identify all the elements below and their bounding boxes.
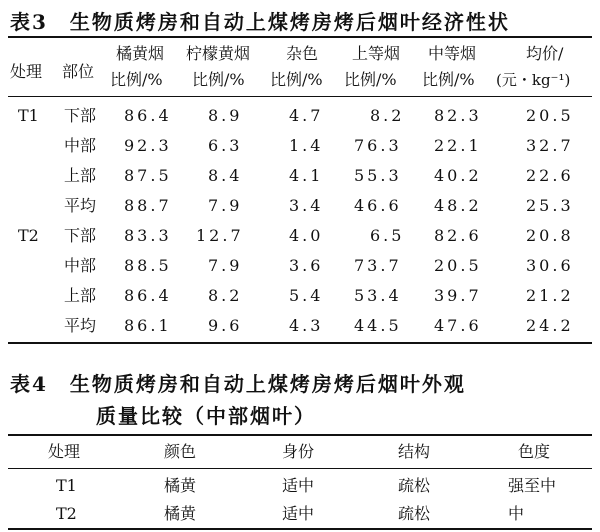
table3-cell-lemon: 12.7: [196, 226, 244, 245]
table3-cell-lemon: 9.6: [208, 316, 243, 335]
table4-bottom-rule: [8, 528, 592, 530]
table3-cell-orange: 87.5: [124, 166, 172, 185]
table3-cell-orange: 88.7: [124, 196, 172, 215]
table3-head-mixed-line2: 比例/%: [270, 70, 323, 89]
table3-head-lemon-line2: 比例/%: [192, 70, 245, 89]
table3-cell-orange: 92.3: [124, 136, 172, 155]
table3-cell-middle: 39.7: [434, 286, 482, 305]
table3-cell-part: 中部: [64, 136, 97, 155]
table3-cell-price: 22.6: [526, 166, 574, 185]
table4-cell-body: 适中: [282, 504, 315, 523]
table3-cell-orange: 83.3: [124, 226, 172, 245]
table3-top-rule: [8, 36, 592, 38]
table3-cell-upper: 46.6: [354, 196, 402, 215]
table3-cell-part: 平均: [64, 316, 97, 335]
table3-cell-mixed: 3.4: [289, 196, 324, 215]
table3-cell-lemon: 8.4: [208, 166, 243, 185]
table4-cell-depth: 强至中: [508, 476, 557, 495]
table3-cell-middle: 22.1: [434, 136, 482, 155]
table3-cell-upper: 44.5: [354, 316, 402, 335]
table3-cell-lemon: 8.2: [208, 286, 243, 305]
table3-cell-mixed: 4.0: [289, 226, 324, 245]
table3-head-price-line1: 均价/: [526, 44, 564, 63]
table3-cell-part: 下部: [64, 226, 97, 245]
table3-cell-part: 中部: [64, 256, 97, 275]
table3-head-upper-line2: 比例/%: [344, 70, 397, 89]
table3-cell-lemon: 6.3: [208, 136, 243, 155]
table3-cell-part: 上部: [64, 166, 97, 185]
table3-head-orange-line1: 橘黄烟: [116, 44, 165, 63]
table3-cell-middle: 82.3: [434, 106, 482, 125]
table3-cell-mixed: 5.4: [289, 286, 324, 305]
table3-cell-mixed: 1.4: [289, 136, 324, 155]
table3-head-lemon-line1: 柠檬黄烟: [186, 44, 251, 63]
table4-cell-treatment: T2: [56, 504, 77, 523]
table4-cell-depth: 中: [508, 504, 525, 523]
table3-cell-lemon: 8.9: [208, 106, 243, 125]
table3-cell-upper: 73.7: [354, 256, 402, 275]
table3-cell-price: 20.5: [526, 106, 574, 125]
table4-head-depth: 色度: [518, 442, 551, 461]
table3-cell-middle: 40.2: [434, 166, 482, 185]
table3-cell-part: 平均: [64, 196, 97, 215]
table3-cell-upper: 6.5: [370, 226, 405, 245]
table4-head-body: 身份: [282, 442, 315, 461]
table4-cell-color: 橘黄: [164, 476, 197, 495]
table3-cell-part: 下部: [64, 106, 97, 125]
table3-head-part: 部位: [62, 62, 95, 81]
table3-cell-mixed: 4.3: [289, 316, 324, 335]
table3-cell-price: 24.2: [526, 316, 574, 335]
table3-caption: 表3 生物质烤房和自动上煤烤房烤后烟叶经济性状: [10, 10, 510, 34]
table4-cell-treatment: T1: [56, 476, 77, 495]
table4-cell-structure: 疏松: [398, 504, 431, 523]
table4-head-color: 颜色: [164, 442, 197, 461]
table4-caption-line1: 表4 生物质烤房和自动上煤烤房烤后烟叶外观: [10, 372, 466, 396]
table3-cell-lemon: 7.9: [208, 256, 243, 275]
table3-cell-price: 25.3: [526, 196, 574, 215]
table3-cell-mixed: 3.6: [289, 256, 324, 275]
table3-head-mixed-line1: 杂色: [286, 44, 319, 63]
table3-cell-middle: 82.6: [434, 226, 482, 245]
table3-cell-price: 32.7: [526, 136, 574, 155]
table4-cell-structure: 疏松: [398, 476, 431, 495]
table3-cell-middle: 20.5: [434, 256, 482, 275]
table3-cell-lemon: 7.9: [208, 196, 243, 215]
table4-cell-body: 适中: [282, 476, 315, 495]
table3-cell-price: 20.8: [526, 226, 574, 245]
table3-cell-orange: 86.1: [124, 316, 172, 335]
table3-head-middle-line1: 中等烟: [428, 44, 477, 63]
table3-cell-price: 30.6: [526, 256, 574, 275]
table4-top-rule: [8, 434, 592, 436]
table3-bottom-rule: [8, 342, 592, 344]
table3-cell-upper: 8.2: [370, 106, 405, 125]
table3-cell-upper: 76.3: [354, 136, 402, 155]
table3-cell-orange: 86.4: [124, 106, 172, 125]
table4-head-structure: 结构: [398, 442, 431, 461]
table3-head-middle-line2: 比例/%: [422, 70, 475, 89]
table4-header-rule: [8, 468, 592, 469]
table3-cell-mixed: 4.7: [289, 106, 324, 125]
table3-cell-middle: 48.2: [434, 196, 482, 215]
table3-cell-middle: 47.6: [434, 316, 482, 335]
table4-head-treatment: 处理: [48, 442, 81, 461]
table3-head-upper-line1: 上等烟: [352, 44, 401, 63]
table3-cell-upper: 53.4: [354, 286, 402, 305]
table3-cell-orange: 86.4: [124, 286, 172, 305]
table3-header-rule: [8, 96, 592, 97]
table3-head-treatment: 处理: [10, 62, 43, 81]
table3-cell-mixed: 4.1: [289, 166, 324, 185]
table3-cell-orange: 88.5: [124, 256, 172, 275]
table3-cell-treatment: T1: [18, 106, 39, 125]
table3-cell-treatment: T2: [18, 226, 39, 245]
table4-caption-line2: 质量比较（中部烟叶）: [96, 404, 316, 428]
table3-cell-part: 上部: [64, 286, 97, 305]
table3-cell-upper: 55.3: [354, 166, 402, 185]
table3-head-orange-line2: 比例/%: [110, 70, 163, 89]
table3-head-price-line2: (元・kg⁻¹): [496, 71, 571, 89]
table3-cell-price: 21.2: [526, 286, 574, 305]
table4-cell-color: 橘黄: [164, 504, 197, 523]
